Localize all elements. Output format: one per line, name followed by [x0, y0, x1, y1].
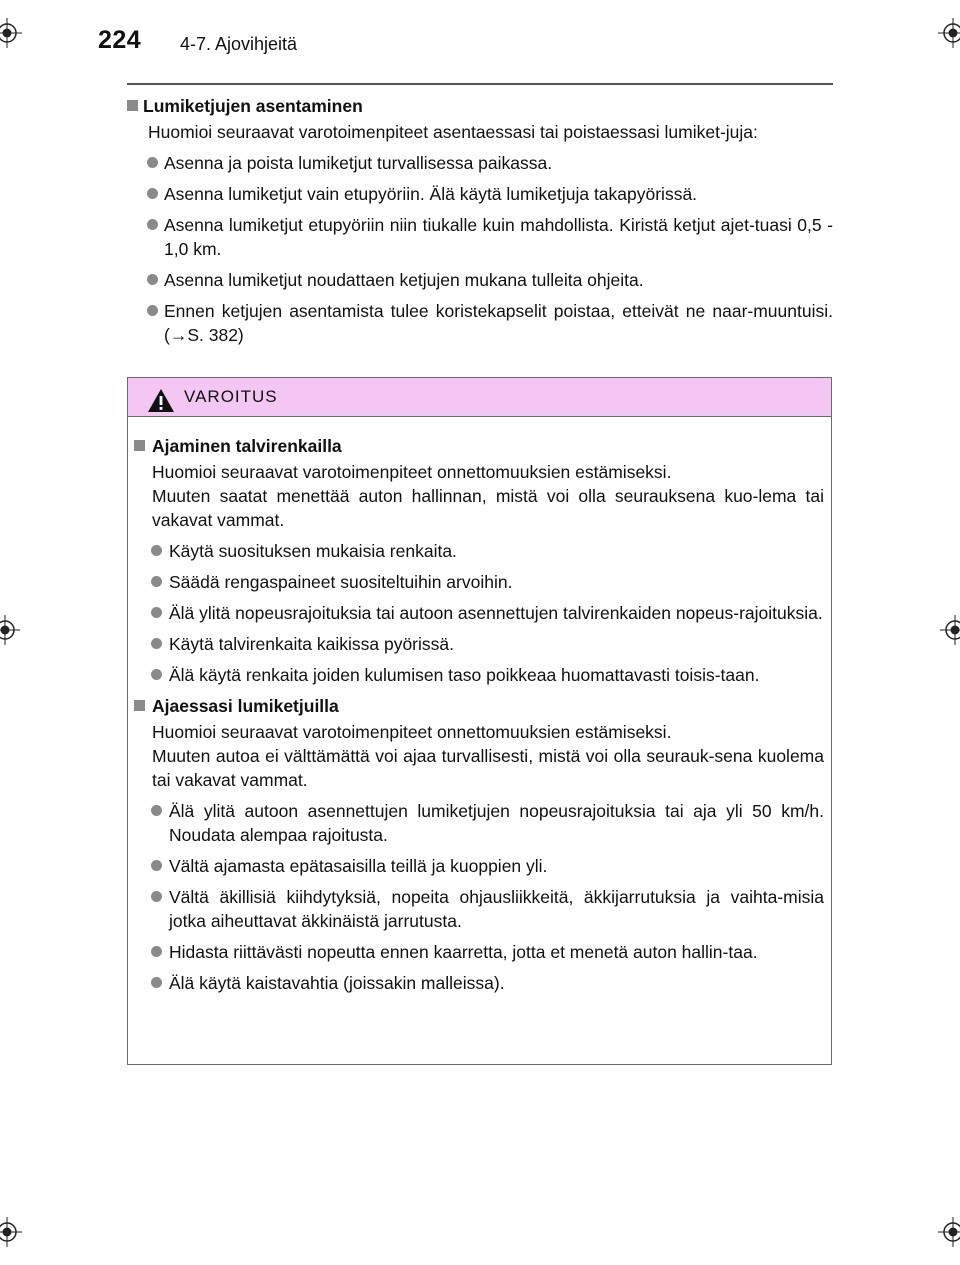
list-item: Älä käytä kaistavahtia (joissakin malleissa). — [132, 971, 824, 995]
bullet-dot-icon — [151, 638, 162, 649]
main-content — [127, 92, 833, 347]
warning-box — [127, 377, 832, 1065]
bullet-dot-icon — [147, 188, 158, 199]
bullet-dot-icon — [151, 946, 162, 957]
warning-body — [128, 417, 831, 995]
list-item: Asenna lumiketjut noudattaen ketjujen mukana tulleita ohjeita. — [127, 268, 833, 292]
warning-triangle-icon — [147, 388, 175, 413]
list-item: Käytä talvirenkaita kaikissa pyörissä. — [132, 632, 824, 656]
registration-mark-mid-right-icon — [940, 615, 960, 645]
square-bullet-icon — [127, 100, 138, 111]
list-item: Älä käytä renkaita joiden kulumisen taso poikkeaa huomattavasti toisis-taan. — [132, 663, 824, 687]
bullet-dot-icon — [151, 977, 162, 988]
list-item: Älä ylitä autoon asennettujen lumiketjujen nopeusrajoituksia tai aja yli 50 km/h. Noudata alempaa rajoitusta. — [132, 799, 824, 847]
list-item: Asenna ja poista lumiketjut turvallisessa paikassa. — [127, 151, 833, 175]
section-heading-text: Lumiketjujen asentaminen — [143, 96, 363, 116]
bullet-dot-icon — [151, 576, 162, 587]
warning-intro: Huomioi seuraavat varotoimenpiteet onnettomuuksien estämiseksi. — [152, 462, 672, 482]
bullet-dot-icon — [151, 669, 162, 680]
registration-mark-bottom-right-icon — [938, 1217, 960, 1247]
section-heading — [127, 94, 833, 118]
intro-paragraph: Huomioi seuraavat varotoimenpiteet asentaessasi tai poistaessasi lumiket-juja: — [148, 122, 758, 142]
bullet-dot-icon — [147, 157, 158, 168]
list-item: Säädä rengaspaineet suositeltuihin arvoihin. — [132, 570, 824, 594]
square-bullet-icon — [134, 700, 145, 711]
bullet-dot-icon — [147, 219, 158, 230]
list-item: Asenna lumiketjut vain etupyöriin. Älä käytä lumiketjuja takapyörissä. — [127, 182, 833, 206]
bullet-dot-icon — [151, 545, 162, 556]
list-item: Vältä äkillisiä kiihdytyksiä, nopeita ohjausliikkeitä, äkkijarrutuksia ja vaihta-misia jotka aiheuttavat äkkinäistä jarrutusta. — [132, 885, 824, 933]
registration-mark-bottom-left-icon — [0, 1217, 22, 1247]
bullet-dot-icon — [147, 274, 158, 285]
registration-mark-top-left-icon — [0, 18, 22, 48]
bullet-dot-icon — [151, 805, 162, 816]
list-item: Älä ylitä nopeusrajoituksia tai autoon asennettujen talvirenkaiden nopeus-rajoituksia. — [132, 601, 824, 625]
registration-mark-top-right-icon — [938, 18, 960, 48]
list-item: Ennen ketjujen asentamista tulee koristekapselit poistaa, etteivät ne naar-muuntuisi. (→S. 382) — [127, 299, 833, 347]
section-title: 4-7. Ajovihjeitä — [180, 34, 298, 54]
warning-consequence: Muuten autoa ei välttämättä voi ajaa turvallisesti, mistä voi olla seurauk-sena kuolema tai vakavat vammat. — [152, 746, 824, 790]
warning-section-heading: Ajaessasi lumiketjuilla — [132, 694, 824, 718]
warning-title: VAROITUS — [184, 387, 278, 406]
list-item: Käytä suosituksen mukaisia renkaita. — [132, 539, 824, 563]
registration-mark-mid-left-icon — [0, 615, 20, 645]
bullet-dot-icon — [147, 305, 158, 316]
warning-section-heading: Ajaminen talvirenkailla — [132, 434, 824, 458]
list-item: Hidasta riittävästi nopeutta ennen kaarretta, jotta et menetä auton hallin-taa. — [132, 940, 824, 964]
bullet-dot-icon — [151, 607, 162, 618]
warning-intro: Huomioi seuraavat varotoimenpiteet onnettomuuksien estämiseksi. — [152, 722, 672, 742]
square-bullet-icon — [134, 440, 145, 451]
list-item: Asenna lumiketjut etupyöriin niin tiukalle kuin mahdollista. Kiristä ketjut ajet-tuasi 0,5 - 1,0 km. — [127, 213, 833, 261]
page-number: 224 — [98, 26, 142, 54]
list-item: Vältä ajamasta epätasaisilla teillä ja kuoppien yli. — [132, 854, 824, 878]
bullet-dot-icon — [151, 891, 162, 902]
warning-consequence: Muuten saatat menettää auton hallinnan, mistä voi olla seurauksena kuo-lema tai vakavat vammat. — [152, 486, 824, 530]
warning-header — [128, 378, 831, 417]
bullet-dot-icon — [151, 860, 162, 871]
header-divider — [127, 83, 833, 85]
